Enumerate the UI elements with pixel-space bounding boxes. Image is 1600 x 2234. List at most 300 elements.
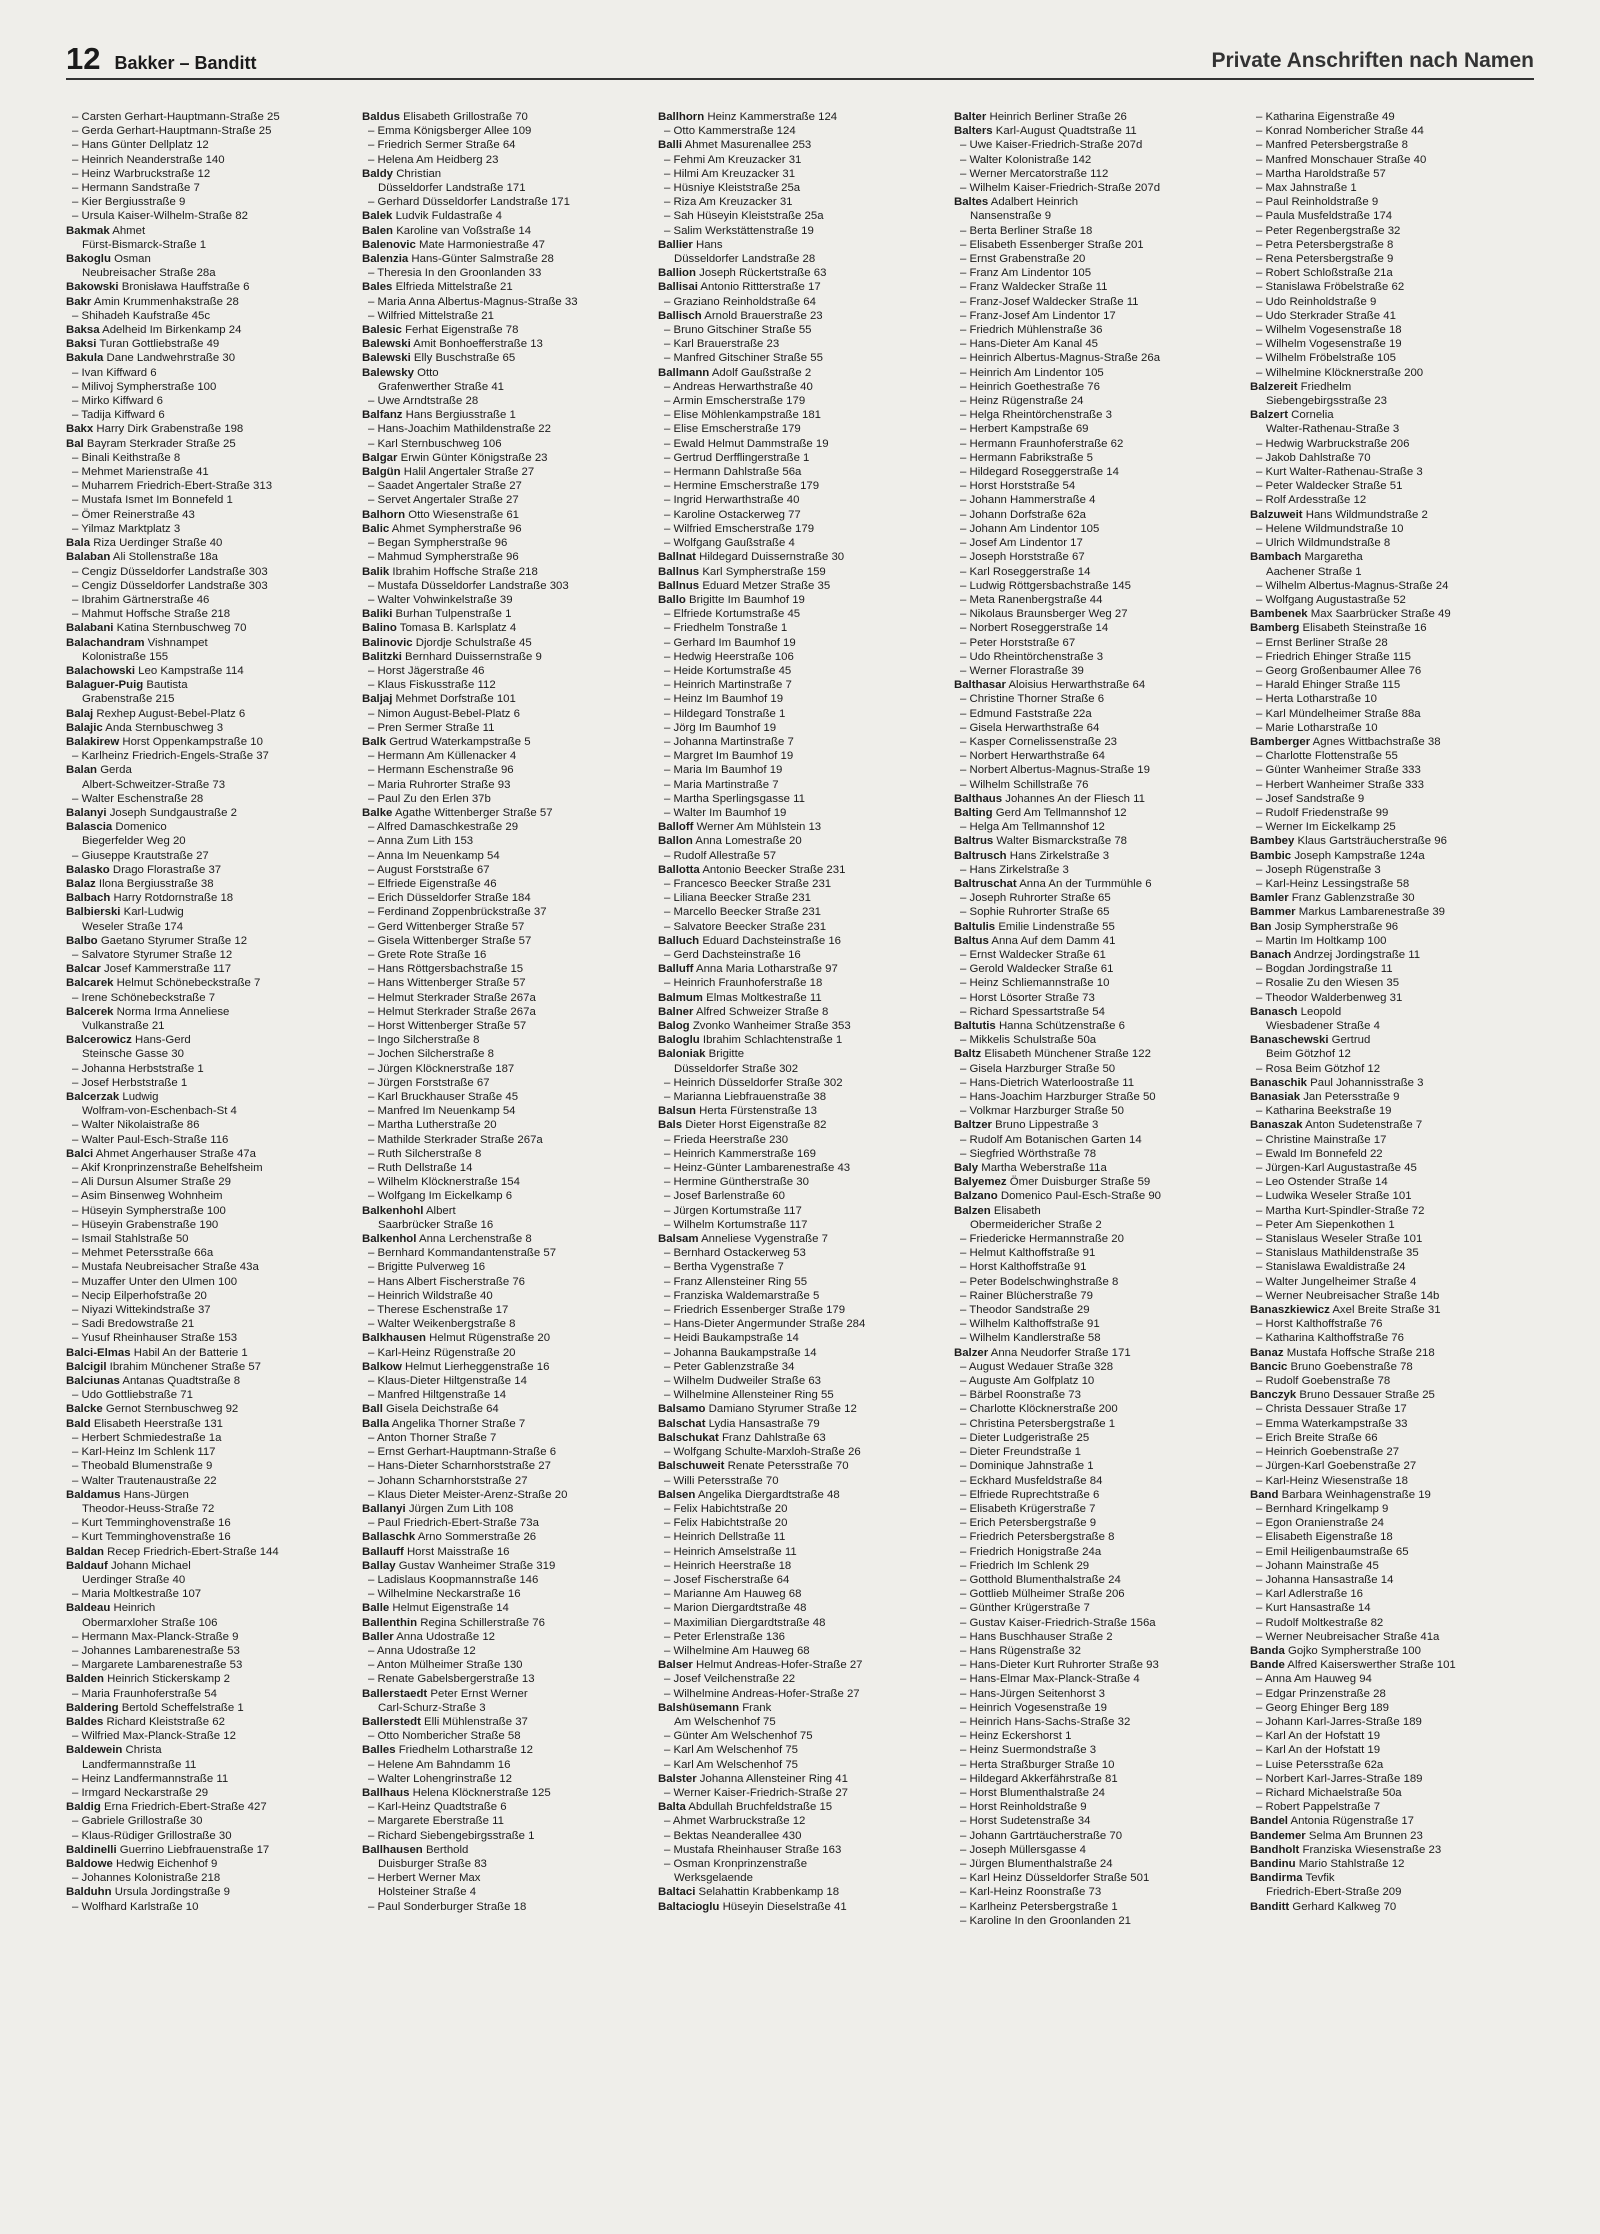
- directory-entry: Carl-Schurz-Straße 3: [378, 1701, 486, 1714]
- directory-entry: – Emma Königsberger Allee 109: [368, 125, 532, 138]
- directory-entry: – Bernhard Kommandantenstraße 57: [368, 1247, 557, 1260]
- directory-entry: – Leo Ostender Straße 14: [1256, 1176, 1388, 1189]
- directory-entry: – Wilhelmine Andreas-Hofer-Straße 27: [664, 1687, 860, 1700]
- directory-entry: – Norbert Herwarthstraße 64: [960, 750, 1105, 763]
- directory-entry: Ballnus Eduard Metzer Straße 35: [658, 579, 831, 592]
- directory-entry: – Riza Am Kreuzacker 31: [664, 196, 793, 209]
- directory-entry: – Horst Sudetenstraße 34: [960, 1815, 1091, 1828]
- directory-entry: Balbach Harry Rotdornstraße 18: [66, 892, 234, 905]
- directory-entry: Baltacioglu Hüseyin Dieselstraße 41: [658, 1900, 847, 1913]
- directory-entry: Balenovic Mate Harmoniestraße 47: [362, 238, 545, 251]
- directory-entry: – Maximilian Diergardtstraße 48: [664, 1616, 826, 1629]
- directory-entry: – Ernst Waldecker Straße 61: [960, 948, 1106, 961]
- surname: Balan: [66, 764, 98, 777]
- directory-entry: Bandirma Tevfik: [1250, 1872, 1335, 1885]
- directory-entry: Balcigil Ibrahim Münchener Straße 57: [66, 1360, 261, 1373]
- surname: Balsun: [658, 1105, 696, 1118]
- surname: Balshüsemann: [658, 1701, 740, 1714]
- directory-entry: Bambey Klaus Gartsträucherstraße 96: [1250, 835, 1447, 848]
- surname: Balcarek: [66, 977, 114, 990]
- directory-entry: Bamler Franz Gablenzstraße 30: [1250, 892, 1415, 905]
- directory-entry: Balke Agathe Wittenberger Straße 57: [362, 806, 553, 819]
- directory-entry: – Rudolf Moltkestraße 82: [1256, 1616, 1384, 1629]
- directory-entry: – Hilmi Am Kreuzacker 31: [664, 167, 796, 180]
- directory-entry: – Cengiz Düsseldorfer Landstraße 303: [72, 565, 268, 578]
- directory-entry: Balluff Anna Maria Lotharstraße 97: [658, 963, 838, 976]
- surname: Balsamo: [658, 1403, 706, 1416]
- surname: Bandholt: [1250, 1843, 1300, 1856]
- directory-entry: – Heinrich Wildstraße 40: [368, 1289, 493, 1302]
- directory-entry: – Ernst Gerhart-Hauptmann-Straße 6: [368, 1446, 557, 1459]
- surname: Balenovic: [362, 238, 416, 251]
- directory-entry: Baldewein Christa: [66, 1744, 162, 1757]
- directory-entry: Baltus Anna Auf dem Damm 41: [954, 934, 1116, 947]
- directory-entry: – Heinz Suermondstraße 3: [960, 1744, 1097, 1757]
- surname: Bakr: [66, 295, 92, 308]
- directory-entry: – Horst Blumenthalstraße 24: [960, 1786, 1105, 1799]
- directory-entry: Balser Helmut Andreas-Hofer-Straße 27: [658, 1659, 863, 1672]
- directory-entry: – Wolfgang Schulte-Marxloh-Straße 26: [664, 1446, 861, 1459]
- surname: Balthasar: [954, 679, 1006, 692]
- directory-entry: Balanyi Joseph Sundgaustraße 2: [66, 806, 237, 819]
- directory-entry: Banasch Leopold: [1250, 1005, 1342, 1018]
- directory-entry: Ballisch Arnold Brauerstraße 23: [658, 309, 823, 322]
- directory-entry: – Herbert Werner Max: [368, 1872, 481, 1885]
- directory-entry: Balmum Elmas Moltkestraße 11: [658, 991, 822, 1004]
- surname: Ballaschk: [362, 1531, 416, 1544]
- directory-entry: – Walter Kolonistraße 142: [960, 153, 1092, 166]
- surname: Balzer: [954, 1346, 989, 1359]
- directory-entry: – Heinrich Martinstraße 7: [664, 679, 792, 692]
- directory-entry: – Mustafa Ismet Im Bonnefeld 1: [72, 494, 233, 507]
- directory-entry: Balzuweit Hans Wildmundstraße 2: [1250, 508, 1428, 521]
- directory-entry: – Dieter Freundstraße 1: [960, 1446, 1081, 1459]
- directory-entry: Ballnat Hildegard Duissernstraße 30: [658, 551, 845, 564]
- directory-entry: – Elfriede Eigenstraße 46: [368, 877, 497, 890]
- surname: Balaz: [66, 877, 96, 890]
- surname: Baldes: [66, 1715, 104, 1728]
- directory-entry: – Hermann Sandstraße 7: [72, 182, 200, 195]
- directory-entry: – Christine Thorner Straße 6: [960, 693, 1105, 706]
- directory-entry: – Johanna Herbststraße 1: [72, 1062, 204, 1075]
- directory-entry: – Karoline In den Groonlanden 21: [960, 1914, 1131, 1927]
- surname: Baltulis: [954, 920, 996, 933]
- directory-entry: Balzano Domenico Paul-Esch-Straße 90: [954, 1190, 1162, 1203]
- surname: Baltacioglu: [658, 1900, 720, 1913]
- surname: Baltz: [954, 1048, 982, 1061]
- directory-entry: Walter-Rathenau-Straße 3: [1266, 423, 1400, 436]
- directory-entry: – Gertrud Derfflingerstraße 1: [664, 451, 810, 464]
- directory-entry: Bales Elfrieda Mittelstraße 21: [362, 281, 513, 294]
- directory-entry: – Heinrich Vogesenstraße 19: [960, 1701, 1107, 1714]
- directory-entry: Balner Alfred Schweizer Straße 8: [658, 1005, 829, 1018]
- directory-entry: Aachener Straße 1: [1266, 565, 1362, 578]
- page-header: [66, 38, 1534, 80]
- surname: Bancic: [1250, 1360, 1288, 1373]
- directory-entry: Balsun Herta Fürstenstraße 13: [658, 1105, 817, 1118]
- directory-entry: Balci Ahmet Angerhauser Straße 47a: [66, 1147, 256, 1160]
- directory-entry: Banaschik Paul Johannisstraße 3: [1250, 1076, 1424, 1089]
- directory-entry: – Ivan Kiffward 6: [72, 366, 157, 379]
- directory-entry: – Ismail Stahlstraße 50: [72, 1233, 189, 1246]
- directory-entry: – Marion Diergardtstraße 48: [664, 1602, 807, 1615]
- directory-entry: – Ruth Silcherstraße 8: [368, 1147, 482, 1160]
- directory-entry: – Anna Im Neuenkamp 54: [368, 849, 500, 862]
- directory-entry: Grafenwerther Straße 41: [378, 380, 504, 393]
- directory-entry: Baller Anna Udostraße 12: [362, 1630, 495, 1643]
- directory-entry: – Katharina Eigenstraße 49: [1256, 111, 1395, 123]
- directory-entry: – Ahmet Warbruckstraße 12: [664, 1815, 806, 1828]
- surname: Balino: [362, 622, 397, 635]
- directory-entry: – Rudolf Goebenstraße 78: [1256, 1375, 1391, 1388]
- directory-entry: – Werner Kaiser-Friedrich-Straße 27: [664, 1786, 848, 1799]
- directory-entry: Balewsky Otto: [362, 366, 439, 379]
- surname: Balek: [362, 210, 393, 223]
- directory-entry: – Rainer Blücherstraße 79: [960, 1289, 1093, 1302]
- surname: Balluff: [658, 963, 694, 976]
- directory-entry: – Helga Am Tellmannshof 12: [960, 821, 1105, 834]
- column-4: [954, 110, 1238, 2220]
- directory-entry: – Hildegard Tonstraße 1: [664, 707, 786, 720]
- directory-entry: – Joseph Ruhrorter Straße 65: [960, 892, 1111, 905]
- directory-entry: – Horst Lösorter Straße 73: [960, 991, 1095, 1004]
- surname: Balters: [954, 125, 993, 138]
- surname: Balkenhohl: [362, 1204, 424, 1217]
- directory-entry: – Bruno Gitschiner Straße 55: [664, 324, 812, 337]
- surname: Balsen: [658, 1488, 696, 1501]
- directory-entry: – Wilhelm Dudweiler Straße 63: [664, 1375, 821, 1388]
- directory-entry: – Hedwig Heerstraße 106: [664, 650, 794, 663]
- surname: Balfanz: [362, 409, 403, 422]
- directory-entry: – Karlheinz Friedrich-Engels-Straße 37: [72, 750, 269, 763]
- directory-entry: – Walter Lohengrinstraße 12: [368, 1772, 512, 1785]
- directory-entry: – Rena Petersbergstraße 9: [1256, 253, 1394, 266]
- directory-entry: Bald Elisabeth Heerstraße 131: [66, 1417, 224, 1430]
- directory-entry: – Katharina Kalthoffstraße 76: [1256, 1332, 1404, 1345]
- directory-entry: – Gotthold Blumenthalstraße 24: [960, 1573, 1121, 1586]
- directory-entry: Baldy Christian: [362, 167, 442, 180]
- surname: Baltruschat: [954, 877, 1017, 890]
- directory-entry: – Sah Hüseyin Kleiststraße 25a: [664, 210, 824, 223]
- column-1: [66, 110, 350, 2220]
- directory-entry: – Walter Nikolaistraße 86: [72, 1119, 200, 1132]
- directory-entry: – Gerhard Düsseldorfer Landstraße 171: [368, 196, 570, 209]
- directory-entry: – Josef Barlenstraße 60: [664, 1190, 785, 1203]
- surname: Bandel: [1250, 1815, 1288, 1828]
- directory-entry: Ballenthin Regina Schillerstraße 76: [362, 1616, 545, 1629]
- surname: Baliki: [362, 608, 393, 621]
- directory-entry: – Wilfried Max-Planck-Straße 12: [72, 1730, 236, 1743]
- directory-entry: – Auguste Am Golfplatz 10: [960, 1375, 1095, 1388]
- surname: Ballmann: [658, 366, 710, 379]
- directory-entry: – Johann Scharnhorststraße 27: [368, 1474, 528, 1487]
- surname: Bandinu: [1250, 1857, 1296, 1870]
- directory-entry: – Stanislaus Mathildenstraße 35: [1256, 1247, 1419, 1260]
- directory-entry: – Shihadeh Kaufstraße 45c: [72, 309, 211, 322]
- directory-entry: – Wilhelm Vogesenstraße 19: [1256, 338, 1402, 351]
- surname: Balcerowicz: [66, 1034, 132, 1047]
- directory-entry: – Fehmi Am Kreuzacker 31: [664, 153, 802, 166]
- directory-entry: – Margret Im Baumhof 19: [664, 750, 794, 763]
- directory-entry: – Harald Ehinger Straße 115: [1256, 679, 1401, 692]
- directory-entry: – Marie Lotharstraße 10: [1256, 721, 1378, 734]
- surname: Bamler: [1250, 892, 1289, 905]
- directory-entry: Balenzia Hans-Günter Salmstraße 28: [362, 253, 554, 266]
- directory-entry: Balcke Gernot Sternbuschweg 92: [66, 1403, 239, 1416]
- directory-entry: Weseler Straße 174: [82, 920, 184, 933]
- directory-entry: – Milivoj Sympherstraße 100: [72, 380, 217, 393]
- directory-entry: Balla Angelika Thorner Straße 7: [362, 1417, 526, 1430]
- directory-entry: – Gerold Waldecker Straße 61: [960, 963, 1114, 976]
- surname: Bandirma: [1250, 1872, 1303, 1885]
- directory-entry: Balschukat Franz Dahlstraße 63: [658, 1431, 826, 1444]
- directory-entry: Balinovic Djordje Schulstraße 45: [362, 636, 532, 649]
- directory-entry: – Heinz Eckershorst 1: [960, 1730, 1072, 1743]
- directory-entry: Werksgelaende: [674, 1872, 753, 1885]
- directory-entry: – Günther Krügerstraße 7: [960, 1602, 1090, 1615]
- directory-entry: – Helmut Sterkrader Straße 267a: [368, 1005, 536, 1018]
- directory-entry: – Bärbel Roonstraße 73: [960, 1389, 1081, 1402]
- surname: Balik: [362, 565, 390, 578]
- surname: Bambach: [1250, 551, 1302, 564]
- directory-entry: – Mustafa Neubreisacher Straße 43a: [72, 1261, 259, 1274]
- directory-entry: – Ewald Helmut Dammstraße 19: [664, 437, 829, 450]
- directory-entry: – Hans Wittenberger Straße 57: [368, 977, 526, 990]
- directory-entry: – Liliana Beecker Straße 231: [664, 892, 811, 905]
- directory-entry: – Sophie Ruhrorter Straße 65: [960, 906, 1110, 919]
- directory-entry: – Heinz-Günter Lambarenestraße 43: [664, 1162, 851, 1175]
- directory-entry: – Margarete Lambarenestraße 53: [72, 1659, 243, 1672]
- directory-entry: – Robert Schloßstraße 21a: [1256, 267, 1393, 280]
- directory-entry: – Hedwig Warbruckstraße 206: [1256, 437, 1410, 450]
- directory-entry: Bakr Amin Krummenhakstraße 28: [66, 295, 239, 308]
- surname: Balting: [954, 806, 993, 819]
- directory-entry: Bakowski Bronisława Hauffstraße 6: [66, 281, 250, 294]
- directory-entry: – Anna Udostraße 12: [368, 1644, 476, 1657]
- directory-entry: Balkenhohl Albert: [362, 1204, 456, 1217]
- directory-entry: Banaz Mustafa Hoffsche Straße 218: [1250, 1346, 1435, 1359]
- directory-entry: – Hildegard Roseggerstraße 14: [960, 466, 1119, 479]
- directory-entry: Band Barbara Weinhagenstraße 19: [1250, 1488, 1431, 1501]
- directory-entry: – Hans Günter Dellplatz 12: [72, 139, 209, 152]
- directory-entry: – Josef Am Lindentor 17: [960, 537, 1083, 550]
- directory-entry: Balsamo Damiano Styrumer Straße 12: [658, 1403, 857, 1416]
- directory-entry: Balaj Rexhep August-Bebel-Platz 6: [66, 707, 246, 720]
- page-title: Private Anschriften nach Namen: [1211, 49, 1534, 72]
- directory-entry: – Alfred Damaschkestraße 29: [368, 821, 519, 834]
- directory-entry: Ballisai Antonio Rittterstraße 17: [658, 281, 821, 294]
- directory-entry: Balter Heinrich Berliner Straße 26: [954, 111, 1127, 123]
- directory-entry: Balcarek Helmut Schönebeckstraße 7: [66, 977, 261, 990]
- directory-entry: – Irmgard Neckarstraße 29: [72, 1786, 209, 1799]
- directory-entry: – Nikolaus Braunsberger Weg 27: [960, 608, 1128, 621]
- surname: Bakx: [66, 423, 94, 436]
- directory-entry: Balog Zvonko Wanheimer Straße 353: [658, 1020, 851, 1032]
- surname: Balduhn: [66, 1886, 112, 1899]
- directory-entry: Baltrus Walter Bismarckstraße 78: [954, 835, 1128, 848]
- surname: Balles: [362, 1744, 396, 1757]
- directory-entry: Wolfram-von-Eschenbach-St 4: [82, 1105, 237, 1118]
- directory-entry: – Gisela Harzburger Straße 50: [960, 1062, 1116, 1075]
- surname: Ballnus: [658, 579, 700, 592]
- surname: Bamberger: [1250, 735, 1311, 748]
- directory-entry: – Therese Eschenstraße 17: [368, 1304, 509, 1317]
- directory-entry: Balschuweit Renate Petersstraße 70: [658, 1460, 849, 1473]
- surname: Balajic: [66, 721, 103, 734]
- directory-entry: – Siegfried Wörthstraße 78: [960, 1147, 1097, 1160]
- directory-entry: – Kurt Hansastraße 14: [1256, 1602, 1371, 1615]
- directory-entry: Balan Gerda: [66, 764, 132, 777]
- directory-entry: – Johann Dorfstraße 62a: [960, 508, 1087, 521]
- directory-entry: – Wilhelmine Am Hauweg 68: [664, 1644, 810, 1657]
- directory-entry: – Walter Vohwinkelstraße 39: [368, 593, 513, 606]
- directory-entry: Baltzer Bruno Lippestraße 3: [954, 1119, 1099, 1132]
- directory-entry: Ballerstaedt Peter Ernst Werner: [362, 1687, 528, 1700]
- surname: Baltus: [954, 934, 989, 947]
- surname: Balanyi: [66, 806, 107, 819]
- surname: Balschat: [658, 1417, 706, 1430]
- directory-entry: Düsseldorfer Landstraße 171: [378, 182, 526, 195]
- surname: Baldeau: [66, 1602, 111, 1615]
- surname: Ballhausen: [362, 1843, 423, 1856]
- directory-entry: Baloglu Ibrahim Schlachtenstraße 1: [658, 1034, 843, 1047]
- directory-entry: Balci-Elmas Habil An der Batterie 1: [66, 1346, 248, 1359]
- directory-entry: Ballay Gustav Wanheimer Straße 319: [362, 1559, 556, 1572]
- directory-entry: Baldamus Hans-Jürgen: [66, 1488, 189, 1501]
- directory-entry: – Mehmet Marienstraße 41: [72, 466, 209, 479]
- directory-entry: Biegerfelder Weg 20: [82, 835, 186, 848]
- surname: Bambic: [1250, 849, 1292, 862]
- directory-entry: – Hermann Fraunhoferstraße 62: [960, 437, 1124, 450]
- surname: Bakula: [66, 352, 104, 365]
- surname: Ban: [1250, 920, 1272, 933]
- surname: Balke: [362, 806, 393, 819]
- directory-entry: Bandinu Mario Stahlstraße 12: [1250, 1857, 1405, 1870]
- directory-entry: – Jürgen-Karl Augustastraße 45: [1256, 1162, 1417, 1175]
- directory-entry: – Nimon August-Bebel-Platz 6: [368, 707, 520, 720]
- directory-entry: – Anna Zum Lith 153: [368, 835, 474, 848]
- surname: Ballion: [658, 267, 696, 280]
- directory-entry: – Charlotte Klöcknerstraße 200: [960, 1403, 1118, 1416]
- directory-entry: – Niyazi Wittekindstraße 37: [72, 1304, 211, 1317]
- directory-entry: Bamberg Elisabeth Steinstraße 16: [1250, 622, 1427, 635]
- directory-entry: – Uwe Arndtstraße 28: [368, 395, 479, 408]
- directory-entry: – Ulrich Wildmundstraße 8: [1256, 537, 1391, 550]
- directory-entry: – Uwe Kaiser-Friedrich-Straße 207d: [960, 139, 1143, 152]
- directory-entry: – Peter Horststraße 67: [960, 636, 1076, 649]
- directory-entry: – Gisela Herwarthstraße 64: [960, 721, 1100, 734]
- directory-entry: Baljaj Mehmet Dorfstraße 101: [362, 693, 516, 706]
- surname: Balcigil: [66, 1360, 107, 1373]
- surname: Bande: [1250, 1659, 1285, 1672]
- surname: Baly: [954, 1162, 979, 1175]
- directory-entry: – Hans-Dieter Scharnhorststraße 27: [368, 1460, 551, 1473]
- directory-entry: – Helmut Kalthoffstraße 91: [960, 1247, 1096, 1260]
- directory-entry: Baldig Erna Friedrich-Ebert-Straße 427: [66, 1801, 267, 1814]
- directory-entry: Balbierski Karl-Ludwig: [66, 906, 184, 919]
- directory-entry: Balzen Elisabeth: [954, 1204, 1041, 1217]
- directory-entry: – Werner Neubreisacher Straße 41a: [1256, 1630, 1440, 1643]
- directory-entry: – Manfred Monschauer Straße 40: [1256, 153, 1427, 166]
- directory-entry: – Wilfried Emscherstraße 179: [664, 522, 815, 535]
- directory-entry: – Friedrich Honigstraße 24a: [960, 1545, 1102, 1558]
- directory-entry: – Herbert Wanheimer Straße 333: [1256, 778, 1424, 791]
- page-number: 12: [66, 41, 101, 76]
- directory-entry: – Heinz Landfermannstraße 11: [72, 1772, 229, 1785]
- directory-entry: Balgün Halil Angertaler Straße 27: [362, 466, 535, 479]
- directory-entry: – Hermann Max-Planck-Straße 9: [72, 1630, 239, 1643]
- directory-entry: Baldauf Johann Michael: [66, 1559, 191, 1572]
- directory-entry: – Manfred Gitschiner Straße 55: [664, 352, 823, 365]
- directory-entry: – Mehmet Petersstraße 66a: [72, 1247, 214, 1260]
- surname: Balgar: [362, 451, 398, 464]
- directory-entry: – Franz Waldecker Straße 11: [960, 281, 1108, 294]
- directory-entry: – Max Jahnstraße 1: [1256, 182, 1357, 195]
- directory-entry: – Udo Sterkrader Straße 41: [1256, 309, 1396, 322]
- directory-entry: Baldus Elisabeth Grillostraße 70: [362, 111, 528, 123]
- surname: Balascia: [66, 821, 113, 834]
- directory-entry: – Wilhelmine Neckarstraße 16: [368, 1588, 521, 1601]
- directory-entry: – Mathilde Sterkrader Straße 267a: [368, 1133, 543, 1146]
- directory-entry: – Hans-Joachim Harzburger Straße 50: [960, 1091, 1156, 1104]
- directory-entry: – Johannes Lambarenestraße 53: [72, 1644, 240, 1657]
- surname: Balschukat: [658, 1431, 719, 1444]
- directory-entry: – Heinrich Düsseldorfer Straße 302: [664, 1076, 843, 1089]
- directory-entry: – Karl Brauerstraße 23: [664, 338, 780, 351]
- directory-entry: – Christina Petersbergstraße 1: [960, 1417, 1116, 1430]
- directory-entry: – Yilmaz Marktplatz 3: [72, 522, 181, 535]
- directory-entry: – Franz-Josef Am Lindentor 17: [960, 309, 1116, 322]
- directory-entry: Bambenek Max Saarbrücker Straße 49: [1250, 608, 1451, 621]
- directory-entry: – Helena Am Heidberg 23: [368, 153, 499, 166]
- directory-entry: Holsteiner Straße 4: [378, 1886, 477, 1899]
- directory-entry: – Sadi Bredowstraße 21: [72, 1318, 195, 1331]
- directory-entry: Balcerek Norma Irma Anneliese: [66, 1005, 230, 1018]
- surname: Bambenek: [1250, 608, 1308, 621]
- directory-entry: Banach Andrzej Jordingstraße 11: [1250, 948, 1421, 961]
- directory-entry: – Jochen Silcherstraße 8: [368, 1048, 494, 1061]
- directory-entry: – Joseph Horststraße 67: [960, 551, 1085, 564]
- surname: Balabani: [66, 622, 114, 635]
- directory-entry: – Josef Herbststraße 1: [72, 1076, 188, 1089]
- surname: Balaguer-Puig: [66, 679, 144, 692]
- surname: Balcke: [66, 1403, 103, 1416]
- directory-entry: – Udo Reinholdstraße 9: [1256, 295, 1377, 308]
- directory-entry: Balkow Helmut Lierheggenstraße 16: [362, 1360, 550, 1373]
- directory-entry: – Kurt Temminghovenstraße 16: [72, 1517, 231, 1530]
- directory-entry: – Marianna Liebfrauenstraße 38: [664, 1091, 827, 1104]
- directory-entry: Ballnus Karl Sympherstraße 159: [658, 565, 826, 578]
- directory-entry: – Richard Michaelstraße 50a: [1256, 1786, 1402, 1799]
- surname: Baltrusch: [954, 849, 1007, 862]
- directory-entry: Bandemer Selma Am Brunnen 23: [1250, 1829, 1423, 1842]
- directory-entry: – Rudolf Am Botanischen Garten 14: [960, 1133, 1142, 1146]
- surname: Ballier: [658, 238, 693, 251]
- directory-entry: – Josef Fischerstraße 64: [664, 1573, 790, 1586]
- directory-entry: – Walter Weikenbergstraße 8: [368, 1318, 516, 1331]
- directory-entry: – Werner Im Eickelkamp 25: [1256, 821, 1396, 834]
- directory-entry: Balakirew Horst Oppenkampstraße 10: [66, 735, 263, 748]
- directory-entry: – Wilhelm Klöcknerstraße 154: [368, 1176, 520, 1189]
- directory-entry: – Anton Thorner Straße 7: [368, 1431, 497, 1444]
- directory-entry: – Mustafa Düsseldorfer Landstraße 303: [368, 579, 569, 592]
- directory-entry: – Bertha Vygenstraße 7: [664, 1261, 784, 1274]
- directory-entry: – Cengiz Düsseldorfer Landstraße 303: [72, 579, 268, 592]
- directory-entry: – Martin Im Holtkamp 100: [1256, 934, 1387, 947]
- directory-entry: – Werner Mercatorstraße 112: [960, 167, 1109, 180]
- directory-entry: – Stanislawa Fröbelstraße 62: [1256, 281, 1405, 294]
- directory-entry: – Renate Gabelsbergerstraße 13: [368, 1673, 535, 1686]
